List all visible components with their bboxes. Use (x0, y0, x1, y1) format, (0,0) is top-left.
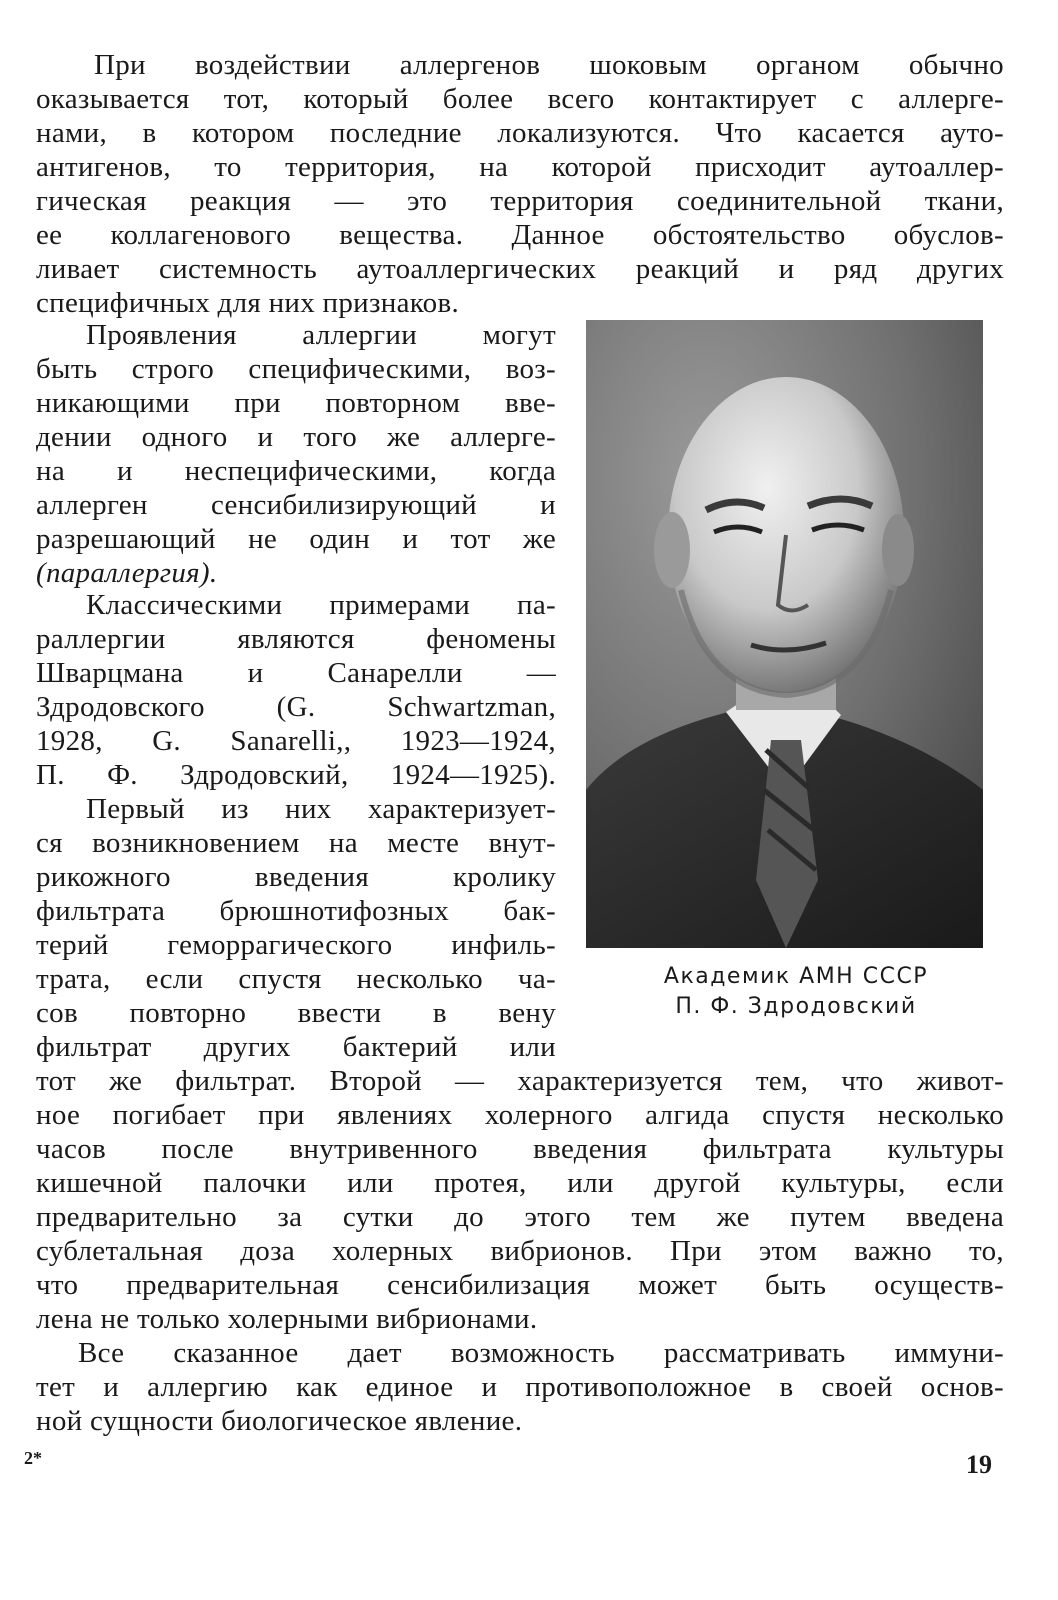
text-line: Классическими примерами па- (86, 589, 556, 621)
text-line: П. Ф. Здродовский, 1924—1925). (36, 759, 556, 791)
text-line: Первый из них характеризует- (86, 793, 556, 825)
text-line: разрешающий не один и тот же (36, 523, 556, 555)
signature-mark: 2* (24, 1448, 42, 1468)
page-number: 19 (966, 1450, 992, 1479)
text-line: оказывается тот, который более всего контактирует с аллерге- (36, 83, 1004, 115)
text-line: антигенов, то территория, на которой присходит аутоаллер- (36, 151, 1004, 183)
text-line: Все сказанное дает возможность рассматривать иммуни- (78, 1337, 1004, 1369)
text-line: аллерген сенсибилизирующий и (36, 489, 556, 521)
text-line: фильтрата брюшнотифозных бак- (36, 895, 556, 927)
text-line: ее коллагенового вещества. Данное обстоятельство обуслов- (36, 219, 1004, 251)
portrait-photo (586, 320, 983, 948)
text-line: на и неспецифическими, когда (36, 455, 556, 487)
text-line: трата, если спустя несколько ча- (36, 963, 556, 995)
text-line: Шварцмана и Санарелли — (36, 657, 556, 689)
text-line: дении одного и того же аллерге- (36, 421, 556, 453)
text-line: специфичных для них признаков. (36, 287, 460, 319)
text-line: ное погибает при явлениях холерного алгида спустя несколько (36, 1099, 1004, 1131)
text-line: часов после внутривенного введения фильтрата культуры (36, 1133, 1004, 1165)
text-line: тот же фильтрат. Второй — характеризуется тем, что живот- (36, 1065, 1004, 1097)
text-line: ной сущности биологическое явление. (36, 1405, 523, 1437)
text-line: Здродовского (G. Schwartzman, (36, 691, 556, 723)
text-line: нами, в котором последние локализуются. Что касается ауто- (36, 117, 1004, 149)
text-line: 1928, G. Sanarelli,, 1923—1924, (36, 725, 556, 757)
portrait-illustration (586, 320, 983, 948)
text-line: сов повторно ввести в вену (36, 997, 556, 1029)
text-line: никающими при повторном вве- (36, 387, 556, 419)
text-line: лена не только холерными вибрионами. (36, 1303, 538, 1335)
text-line: быть строго специфическими, воз- (36, 353, 556, 385)
text-line: рикожного введения кролику (36, 861, 556, 893)
text-line: (параллергия). (36, 557, 218, 589)
text-line: кишечной палочки или протея, или другой культуры, если (36, 1167, 1004, 1199)
text-line: сублетальная доза холерных вибрионов. При этом важно то, (36, 1235, 1004, 1267)
text-line: раллергии являются феномены (36, 623, 556, 655)
text-line: ливает системность аутоаллергических реакций и ряд других (36, 253, 1004, 285)
text-line: ся возникновением на месте внут- (36, 827, 556, 859)
photo-caption-title: Академик АМН СССР (663, 964, 929, 989)
photo-caption-name: П. Ф. Здродовский (675, 994, 917, 1019)
text-line: терий геморрагического инфиль- (36, 929, 556, 961)
text-line: фильтрат других бактерий или (36, 1031, 556, 1063)
text-line: что предварительная сенсибилизация может быть осуществ- (36, 1269, 1004, 1301)
text-line: Проявления аллергии могут (86, 319, 556, 351)
text-line: тет и аллергию как единое и противоположное в своей основ- (36, 1371, 1004, 1403)
text-line: При воздействии аллергенов шоковым органом обычно (94, 49, 1004, 81)
text-line: гическая реакция — это территория соединительной ткани, (36, 185, 1004, 217)
text-line: предварительно за сутки до этого тем же путем введена (36, 1201, 1004, 1233)
